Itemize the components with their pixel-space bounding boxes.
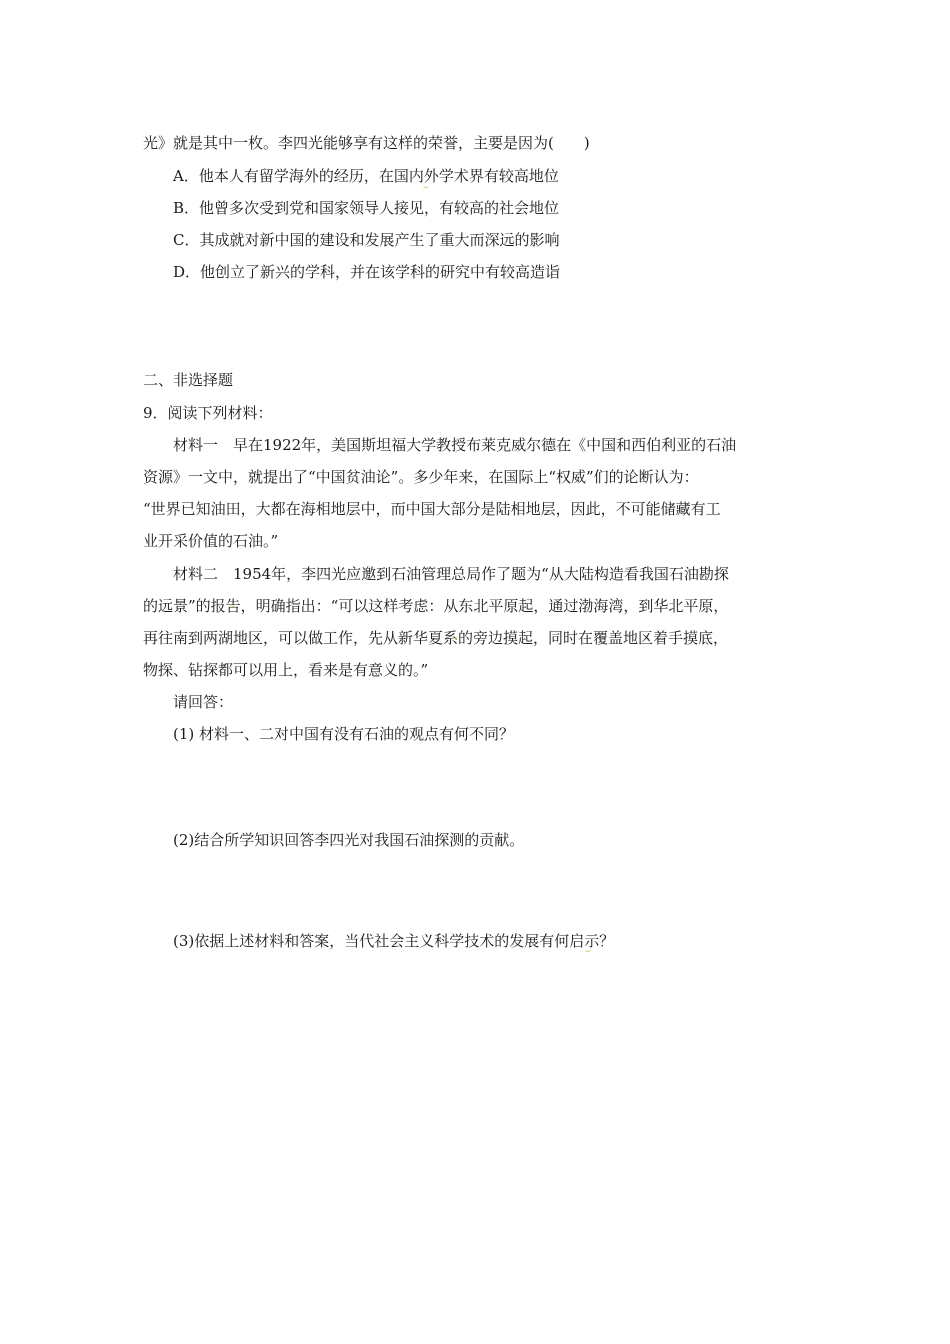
- sub-question-1: (1) 材料一、二对中国有没有石油的观点有何不同？: [173, 725, 515, 743]
- please-answer-label: 请回答：: [173, 693, 234, 711]
- material-2-line-2: 的远景”的报告，明确指出：“可以这样考虑：从东北平原起，通过渤海湾，到华北平原，: [143, 597, 729, 615]
- material-1-line-1: 材料一 早在1922年，美国斯坦福大学教授布莱克威尔德在《中国和西伯利亚的石油: [173, 436, 737, 454]
- option-c: C．其成就对新中国的建设和发展产生了重大而深远的影响: [173, 231, 560, 249]
- question-9-title: 9．阅读下列材料：: [143, 404, 273, 422]
- option-d: D．他创立了新兴的学科，并在该学科的研究中有较高造诣: [173, 263, 561, 281]
- material-1-line-4: 业开采价值的石油。”: [143, 532, 279, 550]
- material-2-line-4: 物探、钻探都可以用上，看来是有意义的。”: [143, 661, 429, 679]
- scan-mark: [423, 184, 429, 188]
- scan-mark: [585, 948, 591, 952]
- option-b: B．他曾多次受到党和国家领导人接见，有较高的社会地位: [173, 199, 560, 217]
- section-title: 二、非选择题: [143, 371, 234, 389]
- option-a: A．他本人有留学海外的经历，在国内外学术界有较高地位: [173, 167, 559, 185]
- sub-question-3: (3)依据上述材料和答案，当代社会主义科学技术的发展有何启示？: [173, 932, 615, 950]
- sub-question-2: (2)结合所学知识回答李四光对我国石油探测的贡献。: [173, 831, 525, 849]
- material-2-line-3: 再往南到两湖地区，可以做工作，先从新华夏系的旁边摸起，同时在覆盖地区着手摸底，: [143, 629, 729, 647]
- material-1-line-2: 资源》一文中，就提出了“中国贫油论”。多少年来，在国际上“权威”们的论断认为：: [143, 468, 699, 486]
- material-2-line-1: 材料二 1954年，李四光应邀到石油管理总局作了题为“从大陆构造看我国石油勘探: [173, 565, 729, 583]
- material-1-line-3: “世界已知油田，大都在海相地层中，而中国大部分是陆相地层，因此，不可能储藏有工: [143, 500, 721, 518]
- question-8-stem-tail: 光》就是其中一枚。李四光能够享有这样的荣誉，主要是因为( ): [143, 134, 590, 152]
